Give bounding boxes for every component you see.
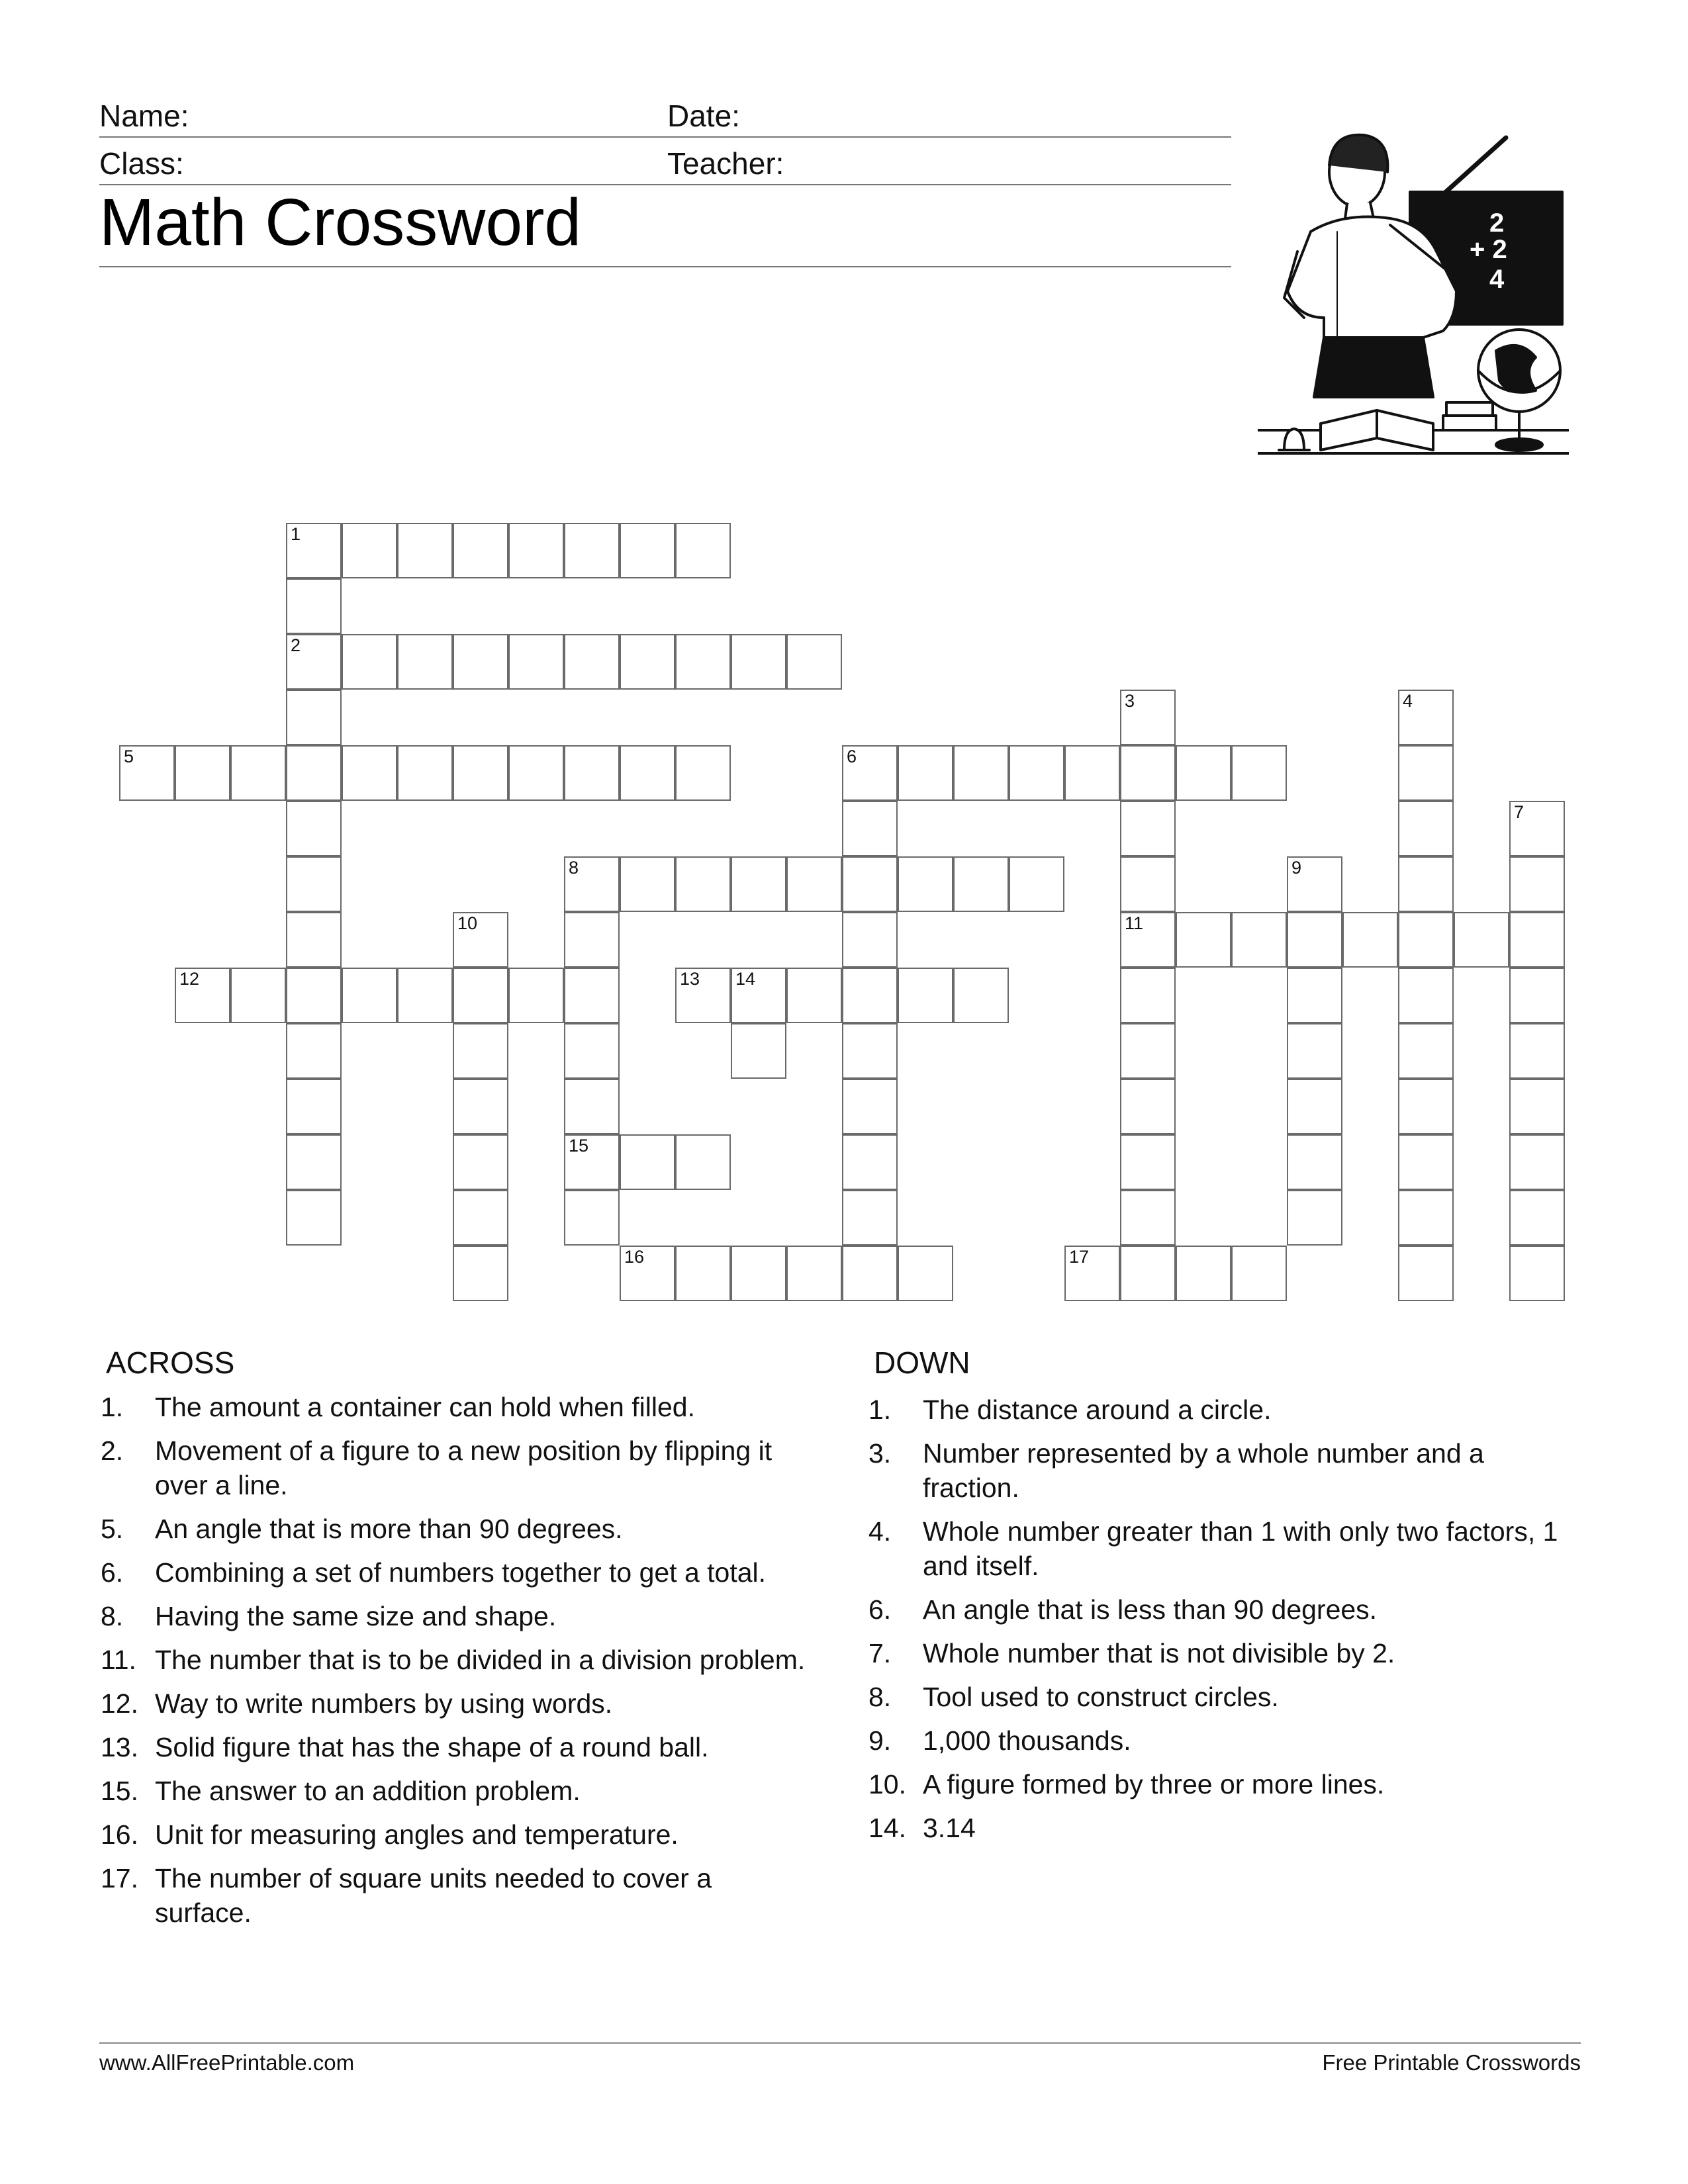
- across-clue: [101, 1861, 816, 1930]
- grid-cell[interactable]: [342, 634, 397, 690]
- clue-text: Whole number greater than 1 with only two factors, 1 and itself.: [923, 1516, 1558, 1581]
- grid-cell[interactable]: [1398, 968, 1454, 1023]
- grid-cell[interactable]: [1398, 1023, 1454, 1079]
- grid-cell[interactable]: [786, 634, 842, 690]
- grid-cell[interactable]: [1509, 968, 1565, 1023]
- clue-number: 3.: [868, 1438, 892, 1469]
- grid-cell[interactable]: [286, 1134, 342, 1190]
- grid-cell[interactable]: [842, 1079, 898, 1134]
- grid-cell[interactable]: [397, 523, 453, 578]
- grid-cell[interactable]: [731, 856, 786, 912]
- clue-number: 4: [1403, 691, 1413, 711]
- grid-cell[interactable]: [1287, 1023, 1342, 1079]
- grid-cell[interactable]: [564, 1023, 620, 1079]
- grid-cell[interactable]: [675, 968, 731, 1023]
- grid-cell[interactable]: [230, 745, 286, 801]
- grid-cell[interactable]: [731, 1023, 786, 1079]
- clue-number: 11.: [101, 1645, 136, 1675]
- grid-cell[interactable]: [1398, 1246, 1454, 1301]
- grid-cell[interactable]: [1287, 1134, 1342, 1190]
- chalkboard-text-3: 4: [1489, 265, 1505, 294]
- clue-text: Whole number that is not divisible by 2.: [923, 1638, 1395, 1668]
- grid-cell[interactable]: [1176, 1246, 1231, 1301]
- down-heading: DOWN: [874, 1345, 970, 1380]
- grid-cell[interactable]: [286, 912, 342, 968]
- across-clue: [101, 1390, 816, 1424]
- grid-cell[interactable]: [453, 1134, 508, 1190]
- clue-number: 14.: [868, 1813, 906, 1843]
- clue-text: Combining a set of numbers together to get a total.: [155, 1557, 767, 1588]
- grid-cell[interactable]: [286, 1079, 342, 1134]
- grid-cell[interactable]: [1342, 912, 1398, 968]
- grid-cell[interactable]: [508, 968, 564, 1023]
- across-clue: [101, 1817, 816, 1852]
- grid-cell[interactable]: [1064, 1246, 1120, 1301]
- grid-cell[interactable]: [1120, 1134, 1176, 1190]
- grid-cell[interactable]: [1009, 745, 1064, 801]
- clue-number: 2.: [101, 1435, 124, 1466]
- grid-cell[interactable]: [675, 1134, 731, 1190]
- grid-cell[interactable]: [453, 912, 508, 968]
- grid-cell[interactable]: [620, 523, 675, 578]
- grid-cell[interactable]: [564, 1134, 620, 1190]
- down-clue: [868, 1636, 1583, 1670]
- down-clue: [868, 1436, 1583, 1505]
- grid-cell[interactable]: [786, 856, 842, 912]
- across-clue: [101, 1730, 816, 1764]
- grid-cell[interactable]: [842, 1023, 898, 1079]
- grid-cell[interactable]: [842, 1190, 898, 1246]
- across-clue: [101, 1774, 816, 1808]
- across-clue: [101, 1686, 816, 1721]
- grid-cell[interactable]: [286, 690, 342, 745]
- grid-cell[interactable]: [1120, 1023, 1176, 1079]
- grid-cell[interactable]: [675, 1246, 731, 1301]
- grid-cell[interactable]: [1398, 801, 1454, 856]
- class-label: Class:: [99, 146, 184, 181]
- chalkboard-text-2: + 2: [1470, 235, 1507, 264]
- clue-text: The number of square units needed to cover a surface.: [155, 1863, 712, 1928]
- grid-cell[interactable]: [1509, 912, 1565, 968]
- clue-text: The distance around a circle.: [923, 1394, 1272, 1425]
- clue-number: 8.: [101, 1601, 124, 1631]
- grid-cell[interactable]: [1120, 1246, 1176, 1301]
- across-clue-list: [101, 1390, 816, 1939]
- clue-number: 5.: [101, 1514, 124, 1544]
- grid-cell[interactable]: [675, 634, 731, 690]
- grid-cell[interactable]: [1231, 1246, 1287, 1301]
- grid-cell[interactable]: [786, 1246, 842, 1301]
- grid-cell[interactable]: [1287, 1079, 1342, 1134]
- grid-cell[interactable]: [842, 801, 898, 856]
- clue-number: 9.: [868, 1725, 892, 1756]
- grid-cell[interactable]: [286, 1190, 342, 1246]
- grid-cell[interactable]: [342, 745, 397, 801]
- clue-text: Way to write numbers by using words.: [155, 1688, 613, 1719]
- clue-number: 10: [457, 913, 478, 933]
- grid-cell[interactable]: [620, 634, 675, 690]
- grid-cell[interactable]: [1120, 856, 1176, 912]
- grid-cell[interactable]: [953, 856, 1009, 912]
- clue-number: 13: [680, 969, 700, 989]
- grid-cell[interactable]: [453, 1023, 508, 1079]
- grid-cell[interactable]: [1287, 968, 1342, 1023]
- grid-cell[interactable]: [842, 1134, 898, 1190]
- clue-number: 5: [124, 747, 134, 766]
- down-clue: [868, 1392, 1583, 1427]
- grid-cell[interactable]: [1120, 1190, 1176, 1246]
- clue-text: Movement of a figure to a new position by flipping it over a line.: [155, 1435, 773, 1500]
- clue-number: 6.: [101, 1557, 124, 1588]
- grid-cell[interactable]: [675, 856, 731, 912]
- grid-cell[interactable]: [1287, 856, 1342, 912]
- across-heading: ACROSS: [106, 1345, 235, 1380]
- clue-number: 1.: [101, 1392, 124, 1422]
- grid-cell[interactable]: [675, 745, 731, 801]
- grid-cell[interactable]: [342, 523, 397, 578]
- grid-cell[interactable]: [564, 634, 620, 690]
- grid-cell[interactable]: [842, 912, 898, 968]
- grid-cell[interactable]: [1509, 856, 1565, 912]
- clue-number: 16.: [101, 1819, 138, 1850]
- grid-cell[interactable]: [675, 523, 731, 578]
- clue-number: 1.: [868, 1394, 892, 1425]
- grid-cell[interactable]: [898, 1246, 953, 1301]
- grid-cell[interactable]: [731, 634, 786, 690]
- clue-text: Solid figure that has the shape of a round ball.: [155, 1732, 709, 1762]
- clue-number: 12.: [101, 1688, 138, 1719]
- clue-text: Having the same size and shape.: [155, 1601, 557, 1631]
- grid-cell[interactable]: [842, 856, 898, 912]
- grid-cell[interactable]: [286, 578, 342, 634]
- grid-cell[interactable]: [1176, 745, 1231, 801]
- grid-cell[interactable]: [1120, 801, 1176, 856]
- clue-number: 9: [1291, 858, 1302, 878]
- clue-number: 14: [735, 969, 756, 989]
- grid-cell[interactable]: [564, 523, 620, 578]
- grid-cell[interactable]: [620, 745, 675, 801]
- clue-text: Number represented by a whole number and a fraction.: [923, 1438, 1484, 1503]
- grid-cell[interactable]: [898, 968, 953, 1023]
- grid-cell[interactable]: [564, 856, 620, 912]
- grid-cell[interactable]: [175, 968, 230, 1023]
- grid-cell[interactable]: [508, 523, 564, 578]
- grid-cell[interactable]: [1231, 745, 1287, 801]
- grid-cell[interactable]: [397, 968, 453, 1023]
- grid-cell[interactable]: [1398, 745, 1454, 801]
- grid-cell[interactable]: [286, 1023, 342, 1079]
- grid-cell[interactable]: [397, 634, 453, 690]
- grid-cell[interactable]: [453, 1190, 508, 1246]
- clue-number: 3: [1125, 691, 1135, 711]
- clue-text: The number that is to be divided in a division problem.: [155, 1645, 806, 1675]
- grid-cell[interactable]: [1398, 1190, 1454, 1246]
- clue-number: 16: [624, 1247, 645, 1267]
- grid-cell[interactable]: [898, 856, 953, 912]
- grid-cell[interactable]: [1120, 1079, 1176, 1134]
- grid-cell[interactable]: [286, 856, 342, 912]
- grid-cell[interactable]: [1398, 912, 1454, 968]
- across-clue: [101, 1555, 816, 1590]
- down-clue: [868, 1592, 1583, 1627]
- grid-cell[interactable]: [1231, 912, 1287, 968]
- clue-text: An angle that is more than 90 degrees.: [155, 1514, 623, 1544]
- clue-number: 2: [291, 635, 301, 655]
- grid-cell[interactable]: [1009, 856, 1064, 912]
- grid-cell[interactable]: [842, 1246, 898, 1301]
- grid-cell[interactable]: [397, 745, 453, 801]
- down-clue: [868, 1767, 1583, 1801]
- clue-number: 6: [847, 747, 857, 766]
- clue-text: Tool used to construct circles.: [923, 1682, 1279, 1712]
- grid-cell[interactable]: [453, 634, 508, 690]
- grid-cell[interactable]: [230, 968, 286, 1023]
- clue-number: 15: [569, 1136, 589, 1156]
- grid-cell[interactable]: [1509, 1079, 1565, 1134]
- grid-cell[interactable]: [1509, 801, 1565, 856]
- clue-text: A figure formed by three or more lines.: [923, 1769, 1385, 1799]
- grid-cell[interactable]: [898, 745, 953, 801]
- grid-cell[interactable]: [731, 1246, 786, 1301]
- grid-cell[interactable]: [1120, 690, 1176, 745]
- grid-cell[interactable]: [1509, 1190, 1565, 1246]
- down-clue: [868, 1811, 1583, 1845]
- grid-cell[interactable]: [1064, 745, 1120, 801]
- grid-cell[interactable]: [1454, 912, 1509, 968]
- clue-number: 11: [1125, 913, 1144, 933]
- clue-number: 12: [179, 969, 200, 989]
- grid-cell[interactable]: [1398, 856, 1454, 912]
- clue-text: An angle that is less than 90 degrees.: [923, 1594, 1378, 1625]
- grid-cell[interactable]: [620, 856, 675, 912]
- grid-cell[interactable]: [1120, 745, 1176, 801]
- grid-cell[interactable]: [731, 968, 786, 1023]
- grid-cell[interactable]: [564, 968, 620, 1023]
- grid-cell[interactable]: [286, 634, 342, 690]
- grid-cell[interactable]: [1398, 1134, 1454, 1190]
- clue-number: 17.: [101, 1863, 138, 1893]
- grid-cell[interactable]: [953, 968, 1009, 1023]
- footer-divider: [99, 2042, 1581, 2044]
- grid-cell[interactable]: [1398, 1079, 1454, 1134]
- grid-cell[interactable]: [508, 745, 564, 801]
- down-clue-list: [868, 1392, 1583, 1854]
- clue-text: The amount a container can hold when filled.: [155, 1392, 695, 1422]
- page-title: Math Crossword: [99, 185, 581, 259]
- footer-caption: Free Printable Crosswords: [1322, 2050, 1581, 2075]
- grid-cell[interactable]: [1176, 912, 1231, 968]
- grid-cell[interactable]: [453, 523, 508, 578]
- grid-cell[interactable]: [620, 1246, 675, 1301]
- grid-cell[interactable]: [564, 745, 620, 801]
- clue-number: 8.: [868, 1682, 892, 1712]
- teacher-label: Teacher:: [667, 146, 784, 181]
- clue-number: 6.: [868, 1594, 892, 1625]
- across-clue: [101, 1433, 816, 1502]
- grid-cell[interactable]: [1398, 690, 1454, 745]
- across-clue: [101, 1643, 816, 1677]
- clue-number: 4.: [868, 1516, 892, 1547]
- grid-cell[interactable]: [620, 1134, 675, 1190]
- grid-cell[interactable]: [453, 1079, 508, 1134]
- clue-number: 1: [291, 524, 301, 544]
- grid-cell[interactable]: [1509, 1134, 1565, 1190]
- grid-cell[interactable]: [508, 634, 564, 690]
- down-clue: [868, 1514, 1583, 1583]
- grid-cell[interactable]: [286, 968, 342, 1023]
- across-clue: [101, 1512, 816, 1546]
- grid-cell[interactable]: [342, 968, 397, 1023]
- clue-number: 15.: [101, 1776, 138, 1806]
- grid-cell[interactable]: [175, 745, 230, 801]
- footer-website: www.AllFreePrintable.com: [99, 2050, 355, 2075]
- grid-cell[interactable]: [842, 745, 898, 801]
- across-clue: [101, 1599, 816, 1633]
- grid-cell[interactable]: [119, 745, 175, 801]
- down-clue: [868, 1723, 1583, 1758]
- clue-number: 8: [569, 858, 579, 878]
- grid-cell[interactable]: [953, 745, 1009, 801]
- grid-cell[interactable]: [453, 1246, 508, 1301]
- name-label: Name:: [99, 99, 189, 133]
- grid-cell[interactable]: [1120, 912, 1176, 968]
- clue-number: 13.: [101, 1732, 138, 1762]
- grid-cell[interactable]: [286, 801, 342, 856]
- grid-cell[interactable]: [564, 1079, 620, 1134]
- grid-cell[interactable]: [453, 968, 508, 1023]
- grid-cell[interactable]: [786, 968, 842, 1023]
- date-label: Date:: [667, 99, 740, 133]
- clue-number: 7: [1514, 802, 1524, 822]
- grid-cell[interactable]: [1287, 912, 1342, 968]
- clue-text: Unit for measuring angles and temperature.: [155, 1819, 679, 1850]
- grid-cell[interactable]: [564, 1190, 620, 1246]
- clue-number: 10.: [868, 1769, 906, 1799]
- clue-text: 3.14: [923, 1813, 976, 1843]
- grid-cell[interactable]: [453, 745, 508, 801]
- grid-cell[interactable]: [842, 968, 898, 1023]
- clue-number: 17: [1069, 1247, 1090, 1267]
- grid-cell[interactable]: [1120, 968, 1176, 1023]
- clue-text: 1,000 thousands.: [923, 1725, 1131, 1756]
- grid-cell[interactable]: [1509, 1023, 1565, 1079]
- grid-cell[interactable]: [1287, 1190, 1342, 1246]
- grid-cell[interactable]: [564, 912, 620, 968]
- clue-number: 7.: [868, 1638, 892, 1668]
- grid-cell[interactable]: [286, 745, 342, 801]
- clue-text: The answer to an addition problem.: [155, 1776, 581, 1806]
- chalkboard-text-1: 2: [1489, 208, 1505, 238]
- grid-cell[interactable]: [286, 523, 342, 578]
- down-clue: [868, 1680, 1583, 1714]
- grid-cell[interactable]: [1509, 1246, 1565, 1301]
